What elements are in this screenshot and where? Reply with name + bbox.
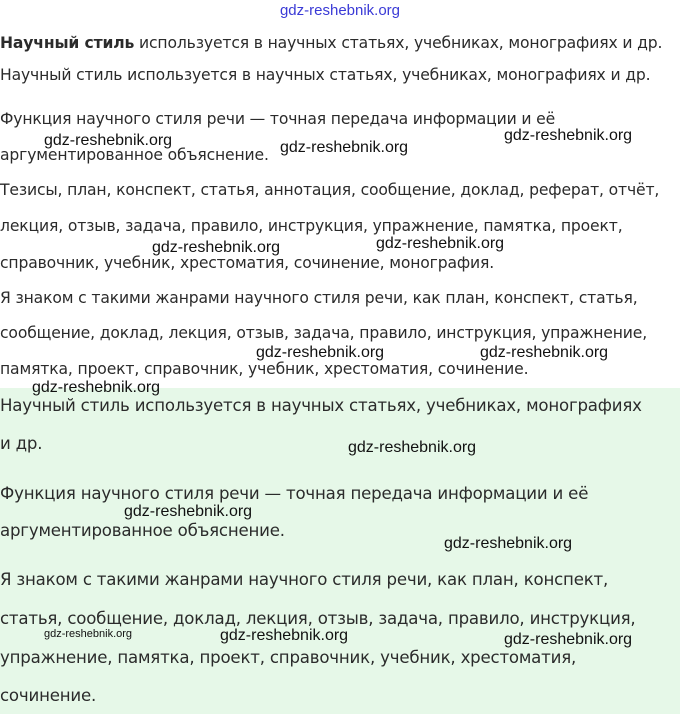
watermark: gdz-reshebnik.org bbox=[504, 127, 633, 144]
answer-line-1: Научный стиль используется в научных статьях, учебниках, монографиях bbox=[0, 396, 642, 415]
text-line-2: Научный стиль используется в научных статьях, учебниках, монографиях и др. bbox=[0, 66, 651, 84]
answer-line-7: упражнение, памятка, проект, справочник, учебник, хрестоматия, bbox=[0, 648, 577, 667]
answer-line-2: и др. bbox=[0, 434, 43, 453]
watermark: gdz-reshebnik.org bbox=[124, 503, 253, 520]
answer-line-4: аргументированное объяснение. bbox=[0, 521, 285, 540]
watermark: gdz-reshebnik.org bbox=[504, 631, 633, 648]
text-line-5: Тезисы, план, конспект, статья, аннотация, сообщение, доклад, реферат, отчёт, bbox=[0, 181, 660, 199]
answer-line-6: статья, сообщение, доклад, лекция, отзыв, задача, правило, инструкция, bbox=[0, 609, 636, 628]
watermark: gdz-reshebnik.org bbox=[32, 379, 161, 396]
watermark: gdz-reshebnik.org bbox=[348, 439, 477, 456]
text-line-8: Я знаком с такими жанрами научного стиля речи, как план, конспект, статья, bbox=[0, 289, 638, 307]
watermark: gdz-reshebnik.org bbox=[44, 628, 133, 640]
watermark: gdz-reshebnik.org bbox=[280, 139, 409, 156]
watermark: gdz-reshebnik.org bbox=[152, 239, 281, 256]
text-line-7: справочник, учебник, хрестоматия, сочинение, монография. bbox=[0, 254, 495, 272]
text-line-3: Функция научного стиля речи — точная передача информации и её bbox=[0, 110, 556, 128]
answer-line-3: Функция научного стиля речи — точная передача информации и её bbox=[0, 484, 589, 503]
text-line-6: лекция, отзыв, задача, правило, инструкция, упражнение, памятка, проект, bbox=[0, 217, 623, 235]
answer-line-5: Я знаком с такими жанрами научного стиля речи, как план, конспект, bbox=[0, 570, 609, 589]
watermark: gdz-reshebnik.org bbox=[220, 627, 349, 644]
watermark: gdz-reshebnik.org bbox=[44, 132, 173, 149]
answer-block bbox=[0, 388, 680, 714]
site-header-link[interactable]: gdz-reshebnik.org bbox=[279, 2, 401, 19]
text-line-1 bbox=[0, 33, 662, 53]
answer-line-8: сочинение. bbox=[0, 686, 97, 705]
text-line-10: памятка, проект, справочник, учебник, хрестоматия, сочинение. bbox=[0, 360, 529, 378]
bold-term: Научный стиль bbox=[0, 34, 135, 52]
watermark: gdz-reshebnik.org bbox=[480, 344, 609, 361]
watermark: gdz-reshebnik.org bbox=[376, 235, 505, 252]
text-line-9: сообщение, доклад, лекция, отзыв, задача, правило, инструкция, упражнение, bbox=[0, 324, 648, 342]
text-line-1-rest: используется в научных статьях, учебниках, монографиях и др. bbox=[134, 34, 663, 52]
watermark: gdz-reshebnik.org bbox=[256, 344, 385, 361]
text-line-4: аргументированное объяснение. bbox=[0, 146, 269, 164]
watermark: gdz-reshebnik.org bbox=[444, 535, 573, 552]
